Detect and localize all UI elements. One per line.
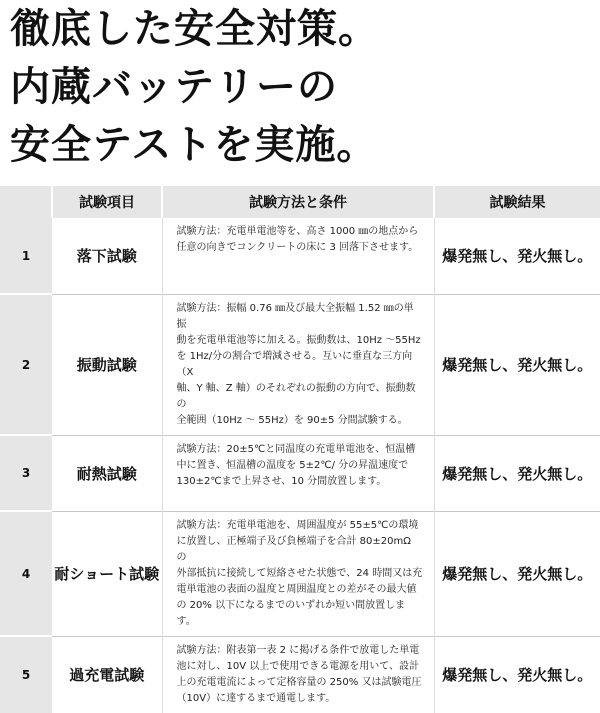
header-test-method: 試験方法と条件 [162,186,434,218]
test-name: 耐熱試験 [52,435,162,511]
test-method: 試験方法：充電単電池等を、高さ 1000 ㎜の地点から 任意の向きでコンクリートの床に 3 回落下させます。 [176,226,419,253]
test-method: 試験方法：附表第一表 2 に掲げる条件で放電した単電 池に対し、10V 以上で使用できる電源を用いて、設計 上の充電電流によって定格容量の 250% 又は試験電圧 （10V）に達するまで通電します。 [176,644,422,704]
test-method: 試験方法：充電単電池を、周囲温度が 55±5℃の環境 に放置し、正極端子及び負極端子を合計 80±20mΩ の 外部抵抗に接続して短絡させた状態で、24 時間又は充 電単電池の表面の温度と周囲温度との差がその最大値 の 20% 以下になるまでのいずれか短い間放置します。 [176,519,423,627]
row-number: 1 [0,218,52,294]
table-header-row [0,186,600,218]
test-name: 耐ショート試験 [52,511,162,636]
test-method-cell [162,294,434,435]
test-method-cell [162,511,434,636]
test-name: 落下試験 [76,247,137,266]
test-method: 試験方法：20±5℃と同温度の充電単電池を、恒温槽 中に置き、恒温槽の温度を 5±2℃/ 分の昇温速度で 130±2℃まで上昇させ、10 分間放置します。 [176,443,416,487]
header-test-result: 試験結果 [434,186,600,218]
header-test-item: 試験項目 [52,186,162,218]
row-number: 2 [0,294,52,435]
table-row [0,636,600,713]
test-method-cell [162,636,434,713]
test-result: 爆発無し、発火無し。 [434,294,600,435]
test-name: 過充電試験 [52,636,162,713]
header-no [0,186,52,218]
test-method: 試験方法：振幅 0.76 ㎜及び最大全振幅 1.52 ㎜の単振 動を充電単電池等に加える。振動数は、10Hz ～55Hz を 1Hz/分の割合で増減させる。互いに垂直な三方向（X 軸、Y 軸、Z 軸）のそれぞれの振動の方向で、振動数の 全範囲（10Hz ～ 55Hz）を 90±5 分間試験する。 [176,302,421,426]
row-number: 3 [0,435,52,511]
test-method-cell [162,435,434,511]
test-name: 振動試験 [52,294,162,435]
table-row [0,511,600,636]
test-method-cell [162,218,434,294]
row-number: 4 [0,511,52,636]
table-row [0,435,600,511]
row-number: 5 [0,636,52,713]
headline-line-2: 内蔵バッテリーの [10,64,338,110]
headline [10,0,379,174]
headline-line-3: 安全テストを実施。 [10,122,378,168]
test-result: 爆発無し、発火無し。 [442,247,593,266]
test-result: 爆発無し、発火無し。 [434,511,600,636]
table-row [0,218,600,294]
test-result: 爆発無し、発火無し。 [434,435,600,511]
test-result: 爆発無し、発火無し。 [434,636,600,713]
test-results-table [0,186,600,713]
headline-line-1: 徹底した安全対策。 [10,6,379,52]
table-row [0,294,600,435]
